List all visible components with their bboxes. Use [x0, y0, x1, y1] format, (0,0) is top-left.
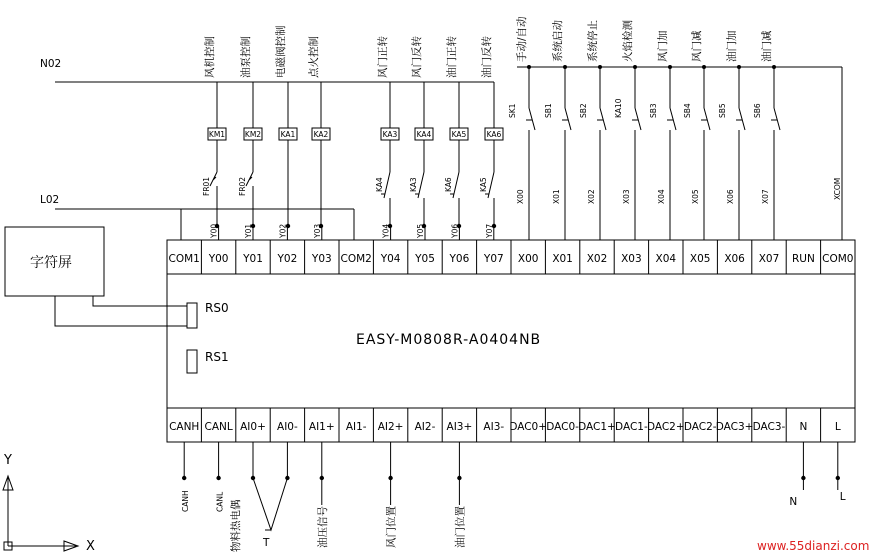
bottom-terminal: AI1-	[345, 421, 367, 433]
top-terminal: X06	[724, 253, 745, 265]
axis-y-label: Y	[4, 453, 12, 468]
output-function-label: 风门反转	[411, 36, 423, 78]
input-wire-label: X00	[516, 189, 525, 204]
bottom-terminal: DAC2-	[683, 421, 717, 433]
coil-label: KA1	[280, 130, 296, 139]
output-wire-label: Y00	[209, 223, 219, 238]
output-function-label: 油泵控制	[240, 36, 252, 78]
input-wire-label: X04	[657, 189, 666, 204]
interlock-label: KA4	[375, 177, 384, 192]
input-wire-label: X01	[552, 189, 561, 204]
screen-label: 字符屏	[30, 255, 72, 271]
input-function-label: 系统启动	[552, 20, 564, 62]
n02-label: N02	[40, 58, 62, 70]
bottom-terminal: DAC0+	[509, 421, 548, 433]
top-terminal: X04	[655, 253, 677, 265]
output-wire-label: Y03	[312, 223, 322, 238]
output-function-label: 油门反转	[481, 36, 493, 78]
switch-label: SB4	[683, 103, 692, 118]
input-wire-label: X07	[761, 189, 770, 204]
canh-label: CANH	[181, 490, 191, 512]
bottom-terminal: DAC3-	[752, 421, 786, 433]
l02-label: L02	[40, 194, 60, 206]
switch-label: SB3	[649, 103, 658, 118]
bottom-terminal: CANL	[204, 421, 233, 433]
top-terminal: X01	[552, 253, 573, 265]
interlock-label: KA5	[479, 177, 488, 192]
interlock-label: KA6	[444, 177, 453, 192]
watermark: www.55dianzi.com	[757, 539, 870, 553]
output-wire-label: Y04	[381, 223, 391, 238]
input-wire-label: X06	[726, 189, 735, 204]
input-function-label: 系统停止	[587, 20, 599, 62]
output-function-label: 油门正转	[446, 36, 458, 78]
bottom-terminal: AI2-	[414, 421, 436, 433]
top-terminal: COM1	[168, 253, 200, 265]
bottom-terminal: AI0+	[240, 421, 266, 433]
coil-label: KA3	[382, 130, 398, 139]
bottom-terminal: DAC0-	[546, 421, 579, 433]
rs0-label: RS0	[205, 301, 229, 315]
bottom-terminal: CANH	[169, 421, 200, 433]
rs0-port	[187, 303, 197, 328]
top-terminal: Y01	[243, 253, 263, 265]
coil-label: KA4	[416, 130, 432, 139]
xcom-label: XCOM	[833, 177, 842, 200]
top-terminal: X02	[586, 253, 608, 265]
bottom-terminal: AI3+	[446, 421, 473, 433]
output-wire-label: Y07	[484, 223, 494, 238]
top-terminal: Y07	[483, 253, 504, 265]
top-terminal: X05	[689, 253, 711, 265]
switch-label: SB5	[718, 103, 727, 118]
air-damper-label: 风门位置	[385, 506, 398, 548]
oil-valve-label: 油门位置	[454, 506, 467, 548]
output-function-label: 风机控制	[204, 36, 216, 78]
rs1-port	[187, 350, 197, 373]
overload-label: FR01	[202, 176, 211, 196]
switch-label: SB6	[753, 103, 762, 118]
bottom-terminal: AI0-	[277, 421, 298, 433]
coil-label: KM2	[244, 130, 262, 139]
switch-label: SK1	[508, 103, 517, 118]
output-wire-label: Y02	[278, 223, 288, 238]
output-wire-label: Y06	[450, 223, 460, 238]
top-terminal: Y00	[208, 253, 229, 265]
bottom-terminal: L	[834, 421, 841, 433]
top-terminal: Y03	[311, 253, 332, 265]
axis-x-label: X	[86, 539, 95, 554]
bottom-terminal: AI1+	[308, 421, 335, 433]
switch-label: KA10	[614, 98, 623, 118]
output-function-label: 电磁阀控制	[275, 25, 287, 78]
bottom-terminal: AI3-	[483, 421, 505, 433]
coil-label: KA6	[486, 130, 502, 139]
tc-mark: T	[263, 537, 270, 549]
output-wire-label: Y01	[244, 223, 253, 238]
output-function-label: 风门正转	[377, 36, 389, 78]
bottom-terminal: DAC1+	[578, 421, 616, 433]
bottom-terminal: N	[799, 421, 808, 433]
output-wire-label: Y05	[416, 223, 425, 238]
output-function-label: 点火控制	[308, 36, 320, 78]
top-terminal: COM2	[340, 253, 372, 265]
interlock-label: KA3	[409, 177, 418, 192]
bottom-terminal: AI2+	[377, 421, 404, 433]
plc-model: EASY-M0808R-A0404NB	[356, 332, 542, 348]
input-function-label: 风门减	[691, 30, 703, 62]
input-function-label: 手动/自动	[516, 16, 528, 62]
canl-label: CANL	[215, 491, 225, 512]
top-terminal: Y06	[449, 253, 470, 265]
coil-label: KA5	[451, 130, 467, 139]
l-terminal-label: L	[839, 491, 846, 503]
thermocouple-label: 物料热电偶	[230, 499, 242, 552]
bottom-terminal: DAC1-	[615, 421, 648, 433]
top-terminal: X00	[517, 253, 539, 265]
coil-label: KM1	[208, 130, 226, 139]
oil-pressure-label: 油压信号	[316, 506, 329, 548]
top-terminal: X07	[758, 253, 780, 265]
top-terminal: X03	[621, 253, 642, 265]
coil-label: KA2	[313, 130, 329, 139]
top-terminal: Y02	[277, 253, 298, 265]
top-terminal: RUN	[791, 253, 815, 265]
input-function-label: 火焰检测	[622, 20, 634, 62]
bottom-terminal: DAC3+	[715, 421, 754, 433]
input-function-label: 风门加	[657, 30, 669, 62]
input-wire-label: X02	[587, 189, 596, 204]
input-function-label: 油门加	[726, 30, 738, 62]
top-terminal: Y05	[415, 253, 435, 265]
overload-label: FR02	[238, 176, 247, 196]
rs1-label: RS1	[205, 350, 229, 364]
input-wire-label: X05	[691, 189, 700, 204]
n-terminal-label: N	[789, 496, 798, 508]
top-terminal: Y04	[380, 253, 401, 265]
input-function-label: 油门减	[761, 30, 773, 62]
top-terminal: COM0	[822, 253, 854, 265]
switch-label: SB1	[544, 103, 553, 118]
switch-label: SB2	[579, 103, 588, 118]
input-wire-label: X03	[622, 189, 631, 204]
bottom-terminal: DAC2+	[646, 421, 685, 433]
